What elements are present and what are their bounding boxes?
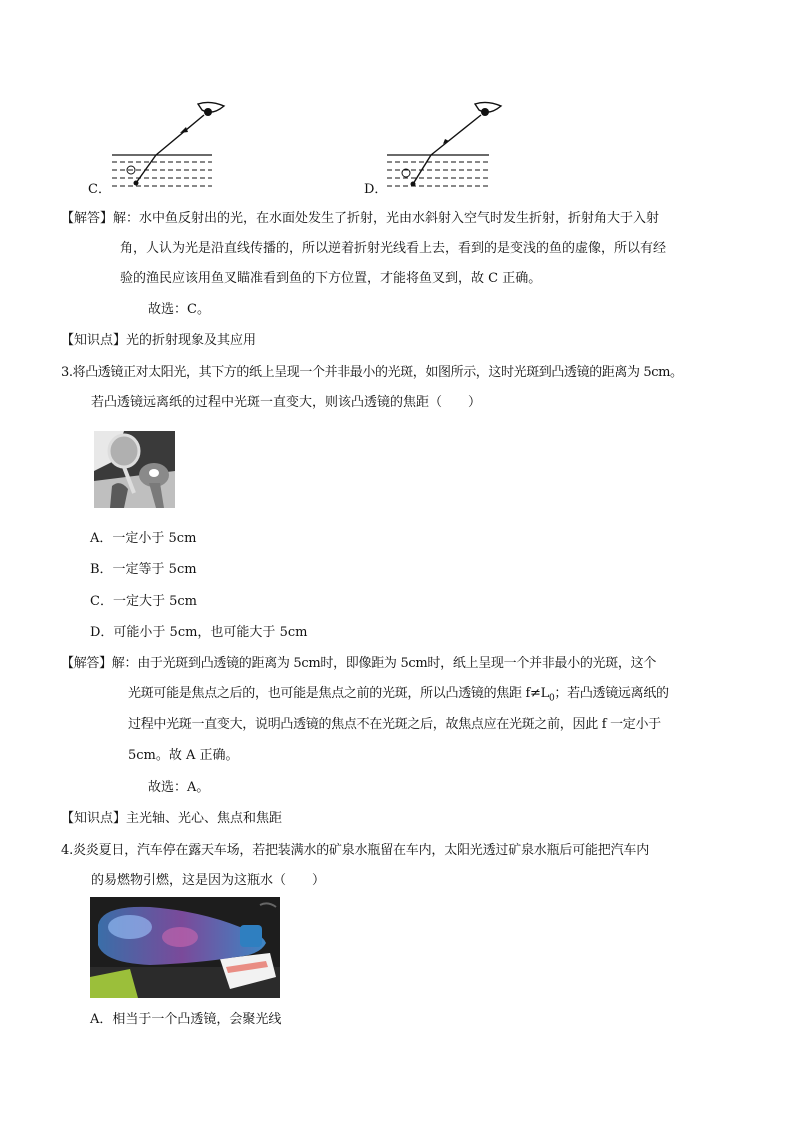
- refraction-diagram-d: [383, 98, 503, 194]
- q2-solution-line-2: 角，人认为光是沿直线传播的，所以逆着折射光线看上去，看到的是变浅的鱼的虚像，所以有经: [120, 241, 667, 256]
- q3-option-a: A．一定小于 5cm: [90, 531, 197, 546]
- q2-answer: 故选：C。: [148, 302, 210, 317]
- water-bottle-photo: [90, 897, 280, 998]
- q3-option-c: C．一定大于 5cm: [90, 594, 197, 609]
- q2-solution-line-1: 【解答】解：水中鱼反射出的光，在水面处发生了折射，光由水斜射入空气时发生折射，折射角大于入射: [61, 211, 660, 226]
- q3-stem-line-2: 若凸透镜远离纸的过程中光斑一直变大，则该凸透镜的焦距（ ）: [91, 395, 482, 410]
- q3-stem-line-1: 3.将凸透镜正对太阳光，其下方的纸上呈现一个并非最小的光斑，如图所示，这时光斑到凸透镜的距离为 5cm。: [61, 365, 683, 380]
- q3-solution-line-2-tail: ；若凸透镜远离纸的: [554, 686, 669, 701]
- option-d-label: D．: [364, 182, 388, 197]
- q3-solution-line-2: [128, 685, 669, 708]
- q3-answer: 故选：A。: [148, 780, 210, 795]
- q2-solution-line-3: 验的渔民应该用鱼叉瞄准看到鱼的下方位置，才能将鱼叉到，故 C 正确。: [120, 271, 542, 286]
- q4-stem-line-2: 的易燃物引燃，这是因为这瓶水（ ）: [91, 873, 326, 888]
- q3-knowledge-point: 【知识点】主光轴、光心、焦点和焦距: [61, 811, 283, 826]
- q3-solution-line-4: 5cm。故 A 正确。: [128, 748, 239, 763]
- q3-solution-line-2-text: 光斑可能是焦点之后的，也可能是焦点之前的光斑，所以凸透镜的焦距 f≠L: [128, 686, 549, 701]
- q3-solution-line-3: 过程中光斑一直变大，说明凸透镜的焦点不在光斑之后，故焦点应在光斑之前，因此 f 一定小于: [128, 717, 661, 732]
- q2-knowledge-point: 【知识点】光的折射现象及其应用: [61, 333, 257, 348]
- q4-option-a: A．相当于一个凸透镜，会聚光线: [90, 1012, 282, 1027]
- q3-solution-subscript: 0: [548, 693, 555, 704]
- option-c-label: C．: [88, 182, 111, 197]
- q3-option-b: B．一定等于 5cm: [90, 562, 197, 577]
- lens-sunlight-photo: [94, 431, 175, 508]
- q4-stem-line-1: 4.炎炎夏日，汽车停在露天车场，若把装满水的矿泉水瓶留在车内，太阳光透过矿泉水瓶后可能把汽车内: [61, 843, 650, 858]
- q3-solution-line-1: 【解答】解：由于光斑到凸透镜的距离为 5cm时，即像距为 5cm时，纸上呈现一个并非最小的光斑，这个: [61, 656, 657, 671]
- q3-option-d: D．可能小于 5cm，也可能大于 5cm: [90, 625, 308, 640]
- refraction-diagram-c: [108, 98, 228, 194]
